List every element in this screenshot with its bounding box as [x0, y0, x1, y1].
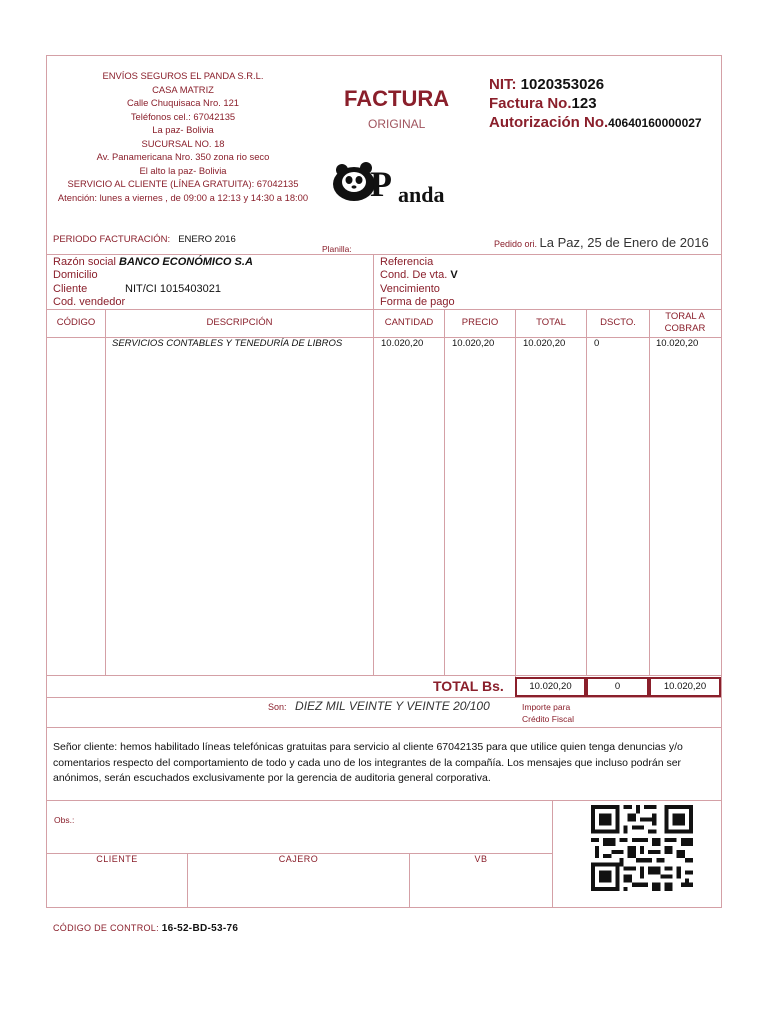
- control-code-label: CÓDIGO DE CONTROL:: [53, 923, 159, 933]
- authorization-line: [489, 114, 702, 131]
- nit-line: [489, 76, 604, 93]
- company-hours: Atención: lunes a viernes , de 09:00 a 12:13 y 14:30 a 18:00: [57, 191, 309, 203]
- control-code-value: 16-52-BD-53-76: [161, 923, 239, 934]
- row-precio: 10.020,20: [452, 338, 495, 349]
- row-total: 10.020,20: [523, 338, 566, 349]
- total-label: TOTAL Bs.: [433, 678, 504, 694]
- company-branch-address: Av. Panamericana Nro. 350 zona rio seco: [96, 151, 270, 162]
- divider: [46, 675, 722, 676]
- authorization-value: 40640160000027: [608, 116, 702, 130]
- invoice-title: FACTURA: [344, 86, 450, 111]
- total-cobrar-box: 10.020,20: [649, 677, 721, 697]
- company-branch: SUCURSAL NO. 18: [141, 137, 225, 149]
- signature-cajero: CAJERO: [278, 854, 319, 864]
- importe-credito-fiscal: [522, 701, 574, 725]
- signature-vb: VB: [474, 854, 488, 864]
- importe-line-2: Crédito Fiscal: [522, 714, 574, 724]
- divider: [586, 309, 587, 675]
- invoice-number-value: 123: [571, 95, 597, 112]
- col-header-codigo: CÓDIGO: [56, 317, 96, 328]
- customer-notice: Señor cliente: hemos habilitado líneas telefónicas gratuitas para servicio al cliente 67042135 para que utilice quien tenga denuncias y/o comentarios respecto del comportamiento de todo y cada uno de los integrantes de la compañía. Los mensajes que incluso podrán ser anónimos, serán escuchados exclusivamente por la gerencia de auditoria general corporativa.: [53, 741, 683, 784]
- col-header-total: TOTAL: [536, 317, 566, 328]
- billing-period: [53, 234, 236, 245]
- obs-label: Obs.:: [54, 815, 75, 825]
- col-header-descripcion: DESCRIPCIÓN: [206, 317, 273, 328]
- order-date: [494, 235, 709, 250]
- cond-venta-value: V: [450, 269, 458, 281]
- razon-social-value: BANCO ECONÓMICO S.A: [119, 256, 253, 268]
- invoice-number-line: [489, 95, 597, 112]
- qr-code-icon: [591, 804, 693, 892]
- order-date-value: La Paz, 25 de Enero de 2016: [539, 235, 709, 250]
- divider: [444, 309, 445, 675]
- logo-text: anda: [398, 182, 445, 207]
- son-value: DIEZ MIL VEINTE Y VEINTE 20/100: [295, 699, 490, 713]
- divider: [46, 254, 722, 255]
- row-total-cobrar: 10.020,20: [656, 338, 699, 349]
- divider: [105, 309, 106, 675]
- total-box: 10.020,20: [515, 677, 586, 697]
- cond-venta-field: [380, 269, 458, 281]
- order-date-label: Pedido ori.: [494, 239, 538, 249]
- divider: [515, 309, 516, 697]
- amount-in-words: [268, 699, 490, 713]
- row-dscto: 0: [594, 338, 600, 349]
- col-header-dscto: DSCTO.: [600, 317, 636, 328]
- col-header-cantidad: CANTIDAD: [384, 317, 434, 328]
- billing-period-value: ENERO 2016: [178, 234, 236, 245]
- referencia-label: Referencia: [380, 256, 434, 268]
- authorization-label: Autorización No.: [489, 114, 609, 131]
- cond-venta-label: Cond. De vta.: [380, 269, 448, 281]
- nit-label: NIT:: [489, 76, 517, 93]
- company-phones: Teléfonos cel.: 67042135: [130, 110, 236, 122]
- domicilio-label: Domicilio: [53, 269, 98, 281]
- vencimiento-label: Vencimiento: [380, 283, 440, 295]
- vendedor-label: Cod. vendedor: [53, 296, 126, 308]
- company-address: Calle Chuquisaca Nro. 121: [126, 97, 240, 108]
- nit-value: 1020353026: [520, 76, 605, 93]
- importe-line-1: Importe para: [522, 702, 571, 712]
- company-name: ENVÍOS SEGUROS EL PANDA S.R.L.: [102, 70, 264, 81]
- forma-pago-label: Forma de pago: [380, 296, 455, 308]
- cliente-value: NIT/CI 1015403021: [125, 283, 222, 295]
- invoice-number-label: Factura No.: [489, 95, 572, 112]
- divider: [649, 309, 650, 675]
- son-label: Son:: [268, 702, 287, 712]
- col-header-precio: PRECIO: [461, 317, 499, 328]
- divider: [552, 800, 553, 908]
- razon-social-label: Razón social: [53, 256, 116, 268]
- invoice-copy-label: ORIGINAL: [368, 117, 426, 131]
- company-service: SERVICIO AL CLIENTE (LÍNEA GRATUITA): 67042135: [67, 178, 299, 189]
- razon-social-field: [53, 256, 253, 268]
- divider: [373, 309, 374, 675]
- col-header-total-cobrar: TORAL A COBRAR: [664, 311, 706, 334]
- company-branch-city: El alto la paz- Bolivia: [139, 164, 227, 176]
- divider: [46, 727, 722, 728]
- dscto-box: 0: [586, 677, 649, 697]
- logo-letter: P: [370, 164, 392, 204]
- billing-period-label: PERIODO FACTURACIÓN:: [53, 234, 171, 245]
- control-code: [53, 923, 238, 934]
- panda-logo: [330, 152, 480, 208]
- cliente-label: Cliente: [53, 283, 88, 295]
- company-branch-main: CASA MATRIZ: [152, 83, 214, 95]
- signature-cliente: CLIENTE: [96, 854, 138, 864]
- planilla-label: Planilla:: [322, 244, 352, 254]
- company-info: [52, 69, 314, 204]
- row-cantidad: 10.020,20: [381, 338, 424, 349]
- divider: [373, 254, 374, 309]
- divider: [46, 697, 722, 698]
- company-city: La paz- Bolivia: [152, 124, 214, 135]
- divider: [46, 800, 722, 801]
- row-descripcion: SERVICIOS CONTABLES Y TENEDURÍA DE LIBROS: [112, 338, 343, 349]
